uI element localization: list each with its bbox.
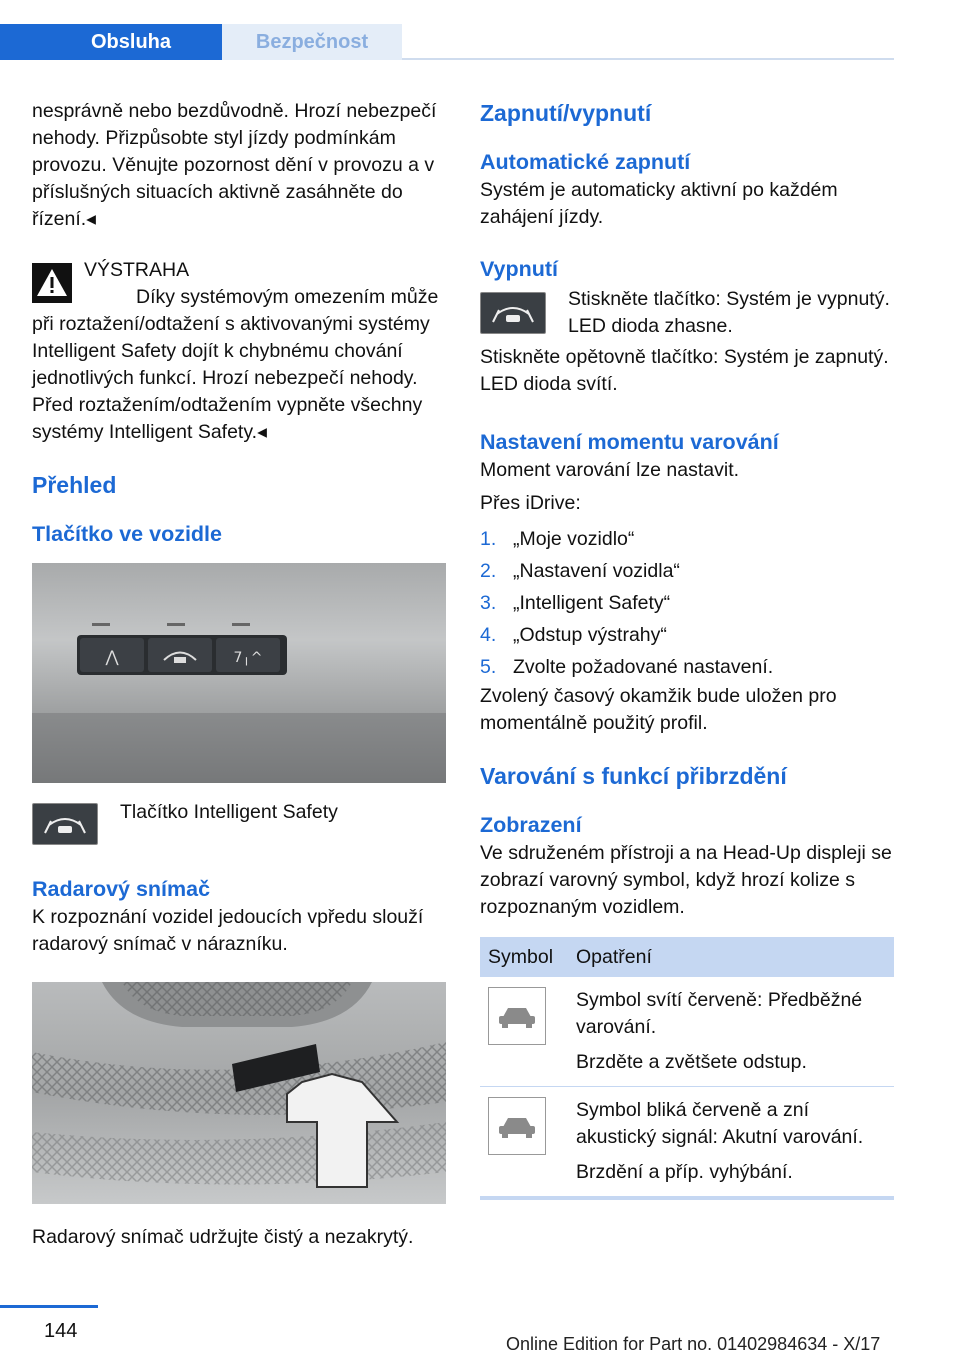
row2-advice: Brzdění a příp. vyhýbání.: [576, 1161, 793, 1183]
warning-box: [32, 257, 448, 446]
right-column: [480, 98, 896, 1200]
footer-rule: [0, 1305, 98, 1308]
warning-body: Díky systémovým omezením může při roztažení/odtažení s aktivovanými systémy Intelligent Safety dojít k chybnému chování jednotlivých funkcí. Hrozí nebezpečí nehody. Před roztažením/odtažením vypněte všechny systémy Intelligent Safety.◂: [32, 286, 439, 443]
auto-text: Systém je automaticky aktivní po každém zahájení jízdy.: [480, 179, 838, 228]
left-column: [32, 98, 448, 1251]
timing-saved-text: Zvolený časový okamžik bude uložen pro momentálně použitý profil.: [480, 685, 837, 734]
button-caption: Tlačítko Intelligent Safety: [120, 801, 338, 823]
table-row: [480, 977, 894, 1087]
col-header-action: Opatření: [568, 937, 894, 977]
chapter-tabs: [0, 24, 894, 60]
car-warning-icon: [488, 1097, 546, 1155]
svg-text:⋀: ⋀: [105, 647, 119, 666]
row1-advice: Brzděte a zvětšete odstup.: [576, 1051, 807, 1073]
col-header-symbol: Symbol: [480, 937, 568, 977]
list-item: 1. „Moje vozidlo“: [480, 528, 635, 550]
warning-title: VÝSTRAHA: [84, 259, 190, 281]
svg-text:7╷^: 7╷^: [233, 650, 263, 666]
display-text: Ve sdruženém přístroji a na Head-Up displeji se zobrazí varovný symbol, když hrozí kolize s rozpoznaným vozidlem.: [480, 842, 892, 918]
intelligent-safety-button-icon: [480, 292, 546, 334]
radar-text: K rozpoznání vozidel jedoucích vpředu slouží radarový snímač v nárazníku.: [32, 906, 424, 955]
heading-warning-timing: Nastavení momentu varování: [480, 430, 779, 454]
list-item: 5. Zvolte požadované nastavení.: [480, 656, 774, 678]
car-warning-icon: [488, 987, 546, 1045]
list-item: 3. „Intelligent Safety“: [480, 592, 671, 614]
idrive-steps: [480, 523, 896, 683]
heading-display: Zobrazení: [480, 813, 582, 837]
table-header-row: [480, 937, 894, 977]
tab-bezpecnost[interactable]: Bezpečnost: [222, 24, 402, 60]
edition-note: Online Edition for Part no. 01402984634 - X/17: [506, 1334, 881, 1354]
timing-text: Moment varování lze nastavit.: [480, 459, 740, 481]
tab-obsluha[interactable]: Obsluha: [0, 24, 222, 60]
heading-button-in-vehicle: Tlačítko ve vozidle: [32, 522, 222, 546]
symbol-table: [480, 937, 894, 1200]
warning-triangle-icon: [32, 263, 72, 303]
intelligent-safety-button-icon: [32, 803, 98, 845]
row2-action: Symbol bliká červeně a zní akustický signál: Akutní varování.: [576, 1099, 864, 1148]
table-row: [480, 1087, 894, 1199]
off-instruction: [480, 290, 896, 340]
intro-paragraph: nesprávně nebo bezdůvodně. Hrozí nebezpečí nehody. Přizpůsobte styl jízdy podmínkám provozu. Věnujte pozornost dění v provozu a v příslušných situacích aktivně zasáhněte do řízení.◂: [32, 100, 437, 230]
header-rule: [402, 58, 894, 60]
heading-radar-sensor: Radarový snímač: [32, 877, 211, 901]
off-text: Stiskněte tlačítko: Systém je vypnutý. LED dioda zhasne.: [568, 288, 890, 337]
on-again-text: Stiskněte opětovně tlačítko: Systém je zapnutý. LED dioda svítí.: [480, 346, 889, 395]
radar-photo: [32, 982, 446, 1204]
button-legend: [32, 801, 448, 845]
heading-brake-warning: Varování s funkcí přibrzdění: [480, 763, 787, 789]
heading-on-off: Zapnutí/vypnutí: [480, 100, 652, 126]
page-number: 144: [44, 1320, 78, 1342]
heading-off: Vypnutí: [480, 257, 559, 281]
list-item: 2. „Nastavení vozidla“: [480, 560, 680, 582]
button-photo: [32, 563, 446, 783]
radar-caption: Radarový snímač udržujte čistý a nezakrytý.: [32, 1226, 414, 1248]
heading-automatic-on: Automatické zapnutí: [480, 150, 691, 174]
heading-overview: Přehled: [32, 472, 117, 498]
via-idrive: Přes iDrive:: [480, 492, 581, 514]
list-item: 4. „Odstup výstrahy“: [480, 624, 667, 646]
row1-action: Symbol svítí červeně: Předběžné varování.: [576, 989, 863, 1038]
